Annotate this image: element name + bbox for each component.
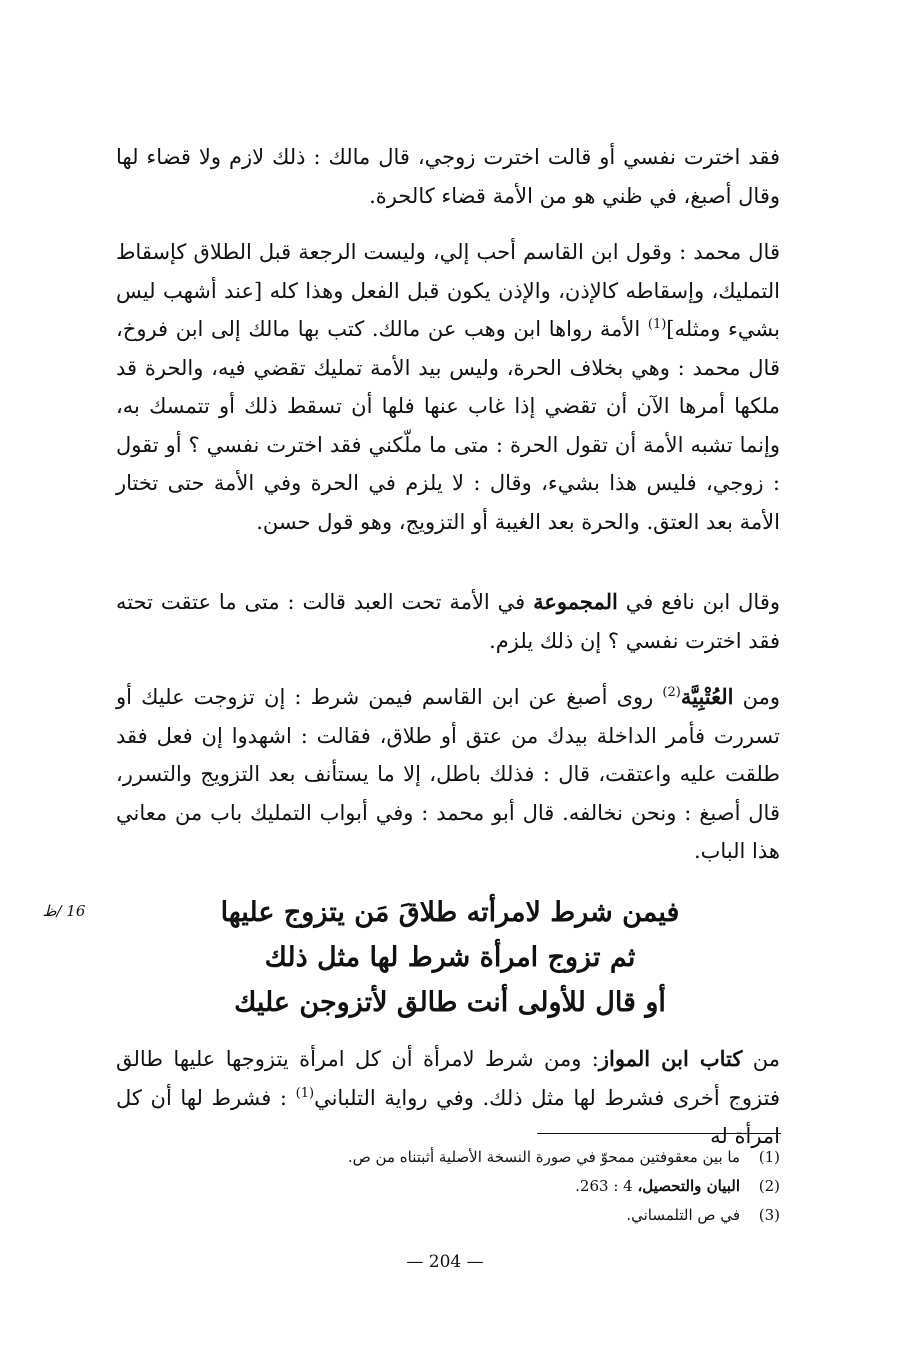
footnote-ref-3: (1) (295, 1085, 315, 1101)
footnote-number: (1) (758, 1148, 780, 1166)
paragraph-5 (116, 1040, 780, 1156)
book-title-majmuah: المجموعة (533, 589, 618, 614)
footnote-reference: 4 : 263. (575, 1177, 638, 1195)
footnote-ref-2: (2) (662, 685, 681, 700)
paragraph-2-text-a: قال محمد : وقول ابن القاسم أحب إلي، وليست الرجعة قبل الطلاق كإسقاط التمليك، وإسقاطه كالإذن، والإذن يكون قبل الفعل وهذا كله [عند أشهب ليس بشيء ومثله] (116, 240, 780, 341)
footnote-text: ما بين معقوفتين ممحوّ في صورة النسخة الأصلية أثبتناه من ص. (347, 1148, 740, 1166)
footnote-divider (537, 1133, 781, 1134)
section-heading-line-2: ثم تزوج امرأة شرط لها مثل ذلك (264, 942, 636, 973)
footnote-text: في ص التلمساني. (626, 1206, 740, 1224)
footnote-number: (2) (758, 1177, 780, 1195)
paragraph-2 (116, 233, 780, 541)
paragraph-1-text: فقد اخترت نفسي أو قالت اخترت زوجي، قال مالك : ذلك لازم ولا قضاء لها وقال أصبغ، في ظني هو من الأمة قضاء كالحرة. (116, 145, 780, 208)
paragraph-5-text-a: من (742, 1047, 780, 1071)
paragraph-1 (116, 138, 780, 215)
footnote-ref-1: (1) (647, 317, 667, 332)
paragraph-4 (116, 678, 780, 871)
page-number: — 204 — (406, 1252, 484, 1272)
footnote-2 (250, 1172, 780, 1201)
book-title-utbiyya: العُتْبِيَّة (680, 684, 734, 709)
footnote-number: (3) (758, 1206, 780, 1224)
paragraph-3-text-b: في الأمة تحت العبد قالت : متى ما عتقت تحته فقد اخترت نفسي ؟ إن ذلك يلزم. (116, 590, 780, 653)
margin-folio-note: 16 /ظ (42, 902, 86, 920)
footnotes (250, 1143, 780, 1230)
section-heading (150, 890, 750, 1025)
paragraph-2-text-b: الأمة رواها ابن وهب عن مالك. كتب بها مالك إلى ابن فروخ، قال محمد : وهي بخلاف الحرة، وليس بيد الأمة تمليك تقضي فيه، والحرة قد ملكها أمرها الآن أن تقضي إذا غاب عنها فلها أن تسقط ذلك أو تتمسك به، وإنما تشبه الأمة أن تقول الحرة : متى ما ملّكني فقد اخترت نفسي ؟ أو تقول : زوجي، فليس هذا بشيء، وقال : لا يلزم في الحرة وفي الأمة حتى تختار الأمة بعد العتق. والحرة بعد الغيبة أو التزويج، وهو قول حسن. (116, 317, 780, 534)
paragraph-3-text-a: وقال ابن نافع في (617, 590, 781, 614)
paragraph-3 (116, 583, 780, 660)
footnote-text (250, 1172, 740, 1201)
paragraph-4-text-a: ومن (733, 685, 780, 709)
section-heading-line-3: أو قال للأولى أنت طالق لأتزوجن عليك (234, 987, 666, 1018)
footnote-3 (250, 1201, 780, 1230)
paragraph-5-text-c: : فشرط لها أن كل امرأة له (116, 1085, 780, 1148)
paragraph-4-text-b: روى أصبغ عن ابن القاسم فيمن شرط : إن تزوجت عليك أو تسررت فأمر الداخلة بيدك من عتق أو طلاق، فقالت : اشهدوا إن فعل فقد طلقت عليه واعتقت، قال : فذلك باطل، إلا ما يستأنف بعد التزويج والتسرر، قال أصبغ : ونحن نخالفه. قال أبو محمد : وفي أبواب التمليك باب من معاني هذا الباب. (116, 685, 780, 863)
paragraph-5-text-b: : ومن شرط لامرأة أن كل امرأة يتزوجها عليها طالق فتزوج أخرى فشرط لها مثل ذلك. وفي رواية التلباني (116, 1047, 780, 1110)
footnote-book-title: البيان والتحصيل، (637, 1177, 740, 1195)
book-title-ibn-mawwaz: كتاب ابن المواز (598, 1046, 743, 1071)
section-heading-line-1: فيمن شرط لامرأته طلاقَ مَن يتزوج عليها (220, 897, 680, 928)
footnote-1 (250, 1143, 780, 1172)
